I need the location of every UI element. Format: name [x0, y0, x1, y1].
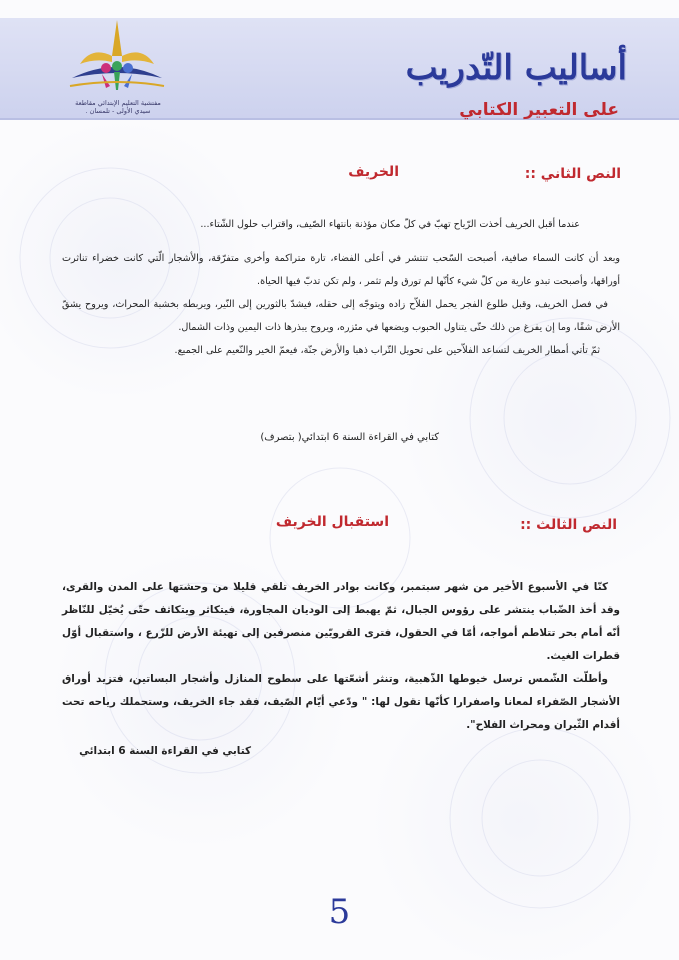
text-2-paragraph: عندما أقبل الخريف أخذت الرّياح تهبّ في كلّ مكان مؤذنة بانتهاء الصّيف، واقتراب حلول الشّتاء... [200, 219, 580, 230]
text-2-source: كتابي في القراءة السنة 6 ابتدائي( بتصرف) [260, 432, 439, 443]
text-3-body [62, 576, 620, 737]
text-2-label: النص الثاني :: [524, 166, 621, 182]
text-3-label: النص الثالث :: [520, 517, 617, 533]
logo-caption: مفتشية التعليم الإبتدائي مقاطعة سيدي الأولى - تلمسان . [75, 99, 161, 115]
text-3-paragraph: وأطلّت الشّمس ترسل خيوطها الذّهبية، وتنثر أشعّتها على سطوح المنازل وأشجار البساتين، فتزيد أوراق الأشجار الصّفراء لمعانا واصفرارا كأنّها تقول لها: " ودّعي أيّام الصّيف، فقد جاء الخريف، وستحملك رياحه تحت أقدام الثّيران ومحراث الفلاح". [62, 673, 620, 731]
text-2-title: الخريف [348, 164, 399, 180]
text-3-title: استقبال الخريف [275, 514, 389, 530]
text-3-paragraph: كنّا في الأسبوع الأخير من شهر سبتمبر، وكانت بوادر الخريف تلقي قليلا من وحشتها على المدن والقرى، وقد أخذ الضّباب ينتشر على رؤوس الجبال، ثمّ يهبط إلى الوديان المجاورة، فيتكاثر ويتكاثف حتّى يُخيّل للنّاظر أنّه أمام بحر تتلاطم أمواجه، أمّا في الحقول، فترى القرويّين منصرفين إلى تهيئة الأرض للزّرع ، واستقبال أوّل قطرات الغيث. [62, 581, 620, 662]
text-2-paragraph: ثمّ تأتي أمطار الخريف لتساعد الفلاّحين على تحويل التّراب ذهبا والأرض جنّة، فيعمّ الخير والنّعيم على الجميع. [174, 345, 600, 356]
text-3-source: كتابي في القراءة السنة 6 ابتدائي [79, 745, 251, 757]
text-2-body [62, 213, 620, 362]
page-subtitle: على التعبير الكتابي [459, 100, 619, 120]
text-2-paragraph: وبعد أن كانت السماء صافية، أصبحت السّحب تنتشر في أعلى الفضاء، تارة متراكمة وأخرى متفرّقة، والأشجار الّتي كانت خضراء تناثرت أوراقها، وأصبحت تبدو عارية من كلّ شيء كأنّها لم تورق ولم تثمر ، ولم تكن تدبّ فيها الحياة. [62, 253, 620, 287]
text-2-paragraph: في فصل الخريف، وقبل طلوع الفجر يحمل الفلاّح زاده ويتوجّه إلى حقله، فيشدّ بالثورين إلى النّير، ويربطه بخشبة المحراث، ويروح يشقّ الأرض شقًا، وما إن يفرغ من ذلك حتّى يتناول الحبوب ويضعها في مئزره، ويروح يبذرها ذات اليمين وذات الشمال. [62, 299, 620, 333]
page-title: أساليب التّدريب [405, 48, 627, 88]
page-number: 5 [328, 892, 351, 932]
